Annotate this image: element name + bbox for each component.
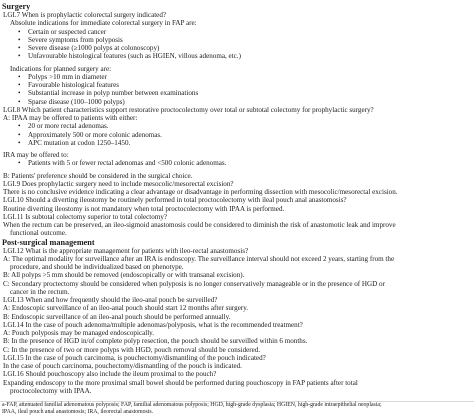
list-item — [0, 139, 474, 147]
recommendations-document — [0, 2, 474, 395]
list-item-text: Severe disease (≥1000 polyps at colonoscopy) — [28, 44, 160, 52]
question-line: LGI.15 In the case of pouch carcinoma, is pouchectomy/dismantling of the pouch indicated? — [3, 353, 266, 362]
bullet-icon: • — [18, 27, 21, 36]
text-line: A: Pouch polyposis may be managed endoscopically. — [3, 329, 155, 337]
list-item — [0, 52, 474, 60]
list-item-text: Favourable histological features — [28, 81, 120, 89]
bullet-icon: • — [18, 72, 21, 81]
footnote-line: IPAA, ileal pouch anal anastomosis; IRA, ileorectal anastomosis. — [2, 409, 154, 415]
question-line: LGI.10 Should a diverting ileostomy be routinely performed in total proctocolectomy with ileal pouch anal anastomosis? — [3, 196, 347, 205]
text-line: Routine diverting ileostomy is not mandatory when total proctocolectomy with IPAA is performed. — [3, 204, 285, 213]
question-line: LGI.13 When and how frequently should the ileo-anal pouch be surveilled? — [3, 296, 218, 304]
list-item — [0, 36, 474, 44]
text-line: B: All polyps >5 mm should be removed (endoscopically or with transanal excision). — [3, 271, 245, 280]
list-item-text: Approximately 500 or more colonic adenomas. — [28, 130, 162, 139]
text-line: Indications for planned surgery are: — [10, 64, 112, 73]
list-item-text: Severe symptoms from polyposis — [28, 35, 123, 44]
text-line: Expanding endoscopy to the more proximal small bowel should be performed during pouchoscopy in FAP patients after total — [3, 378, 358, 387]
bullet-icon: • — [18, 159, 21, 168]
text-line: functional outcome. — [10, 229, 67, 238]
list-item-text: APC mutation at codon 1250–1450. — [28, 138, 131, 147]
text-line: IRA may be offered to: — [3, 151, 69, 159]
list-item — [0, 44, 474, 52]
text-line: B: Patients' preference should be considered in the surgical choice. — [3, 171, 193, 180]
list-item — [0, 28, 474, 36]
list-item — [0, 89, 474, 97]
section-title-surgery: Surgery — [2, 2, 31, 11]
list-item-text: Substantial increase in polyp number between examinations — [28, 89, 199, 98]
text-line: When the rectum can be preserved, an ileo-sigmoid anastomosis could be considered to diminish the risk of anastomotic leak and improve — [3, 221, 396, 229]
question-line: LGI.11 Is subtotal colectomy superior to total colectomy? — [3, 212, 168, 221]
bullet-icon: • — [18, 138, 21, 147]
list-item — [0, 122, 474, 130]
list-item — [0, 81, 474, 89]
list-item — [0, 98, 474, 106]
list-item — [0, 159, 474, 167]
text-line: cancer in the rectum. — [10, 287, 70, 296]
question-line: LGI.8 Which patient characteristics support restorative proctocolectomy over total or subtotal colectomy for prophylactic surgery? — [3, 105, 374, 114]
text-line: A: IPAA may be offered to patients with either: — [3, 114, 138, 122]
list-item-text: Certain or suspected cancer — [28, 27, 107, 36]
question-line: LGI.14 In the case of pouch adenoma/multiple adenomas/polyposis, what is the recommended treatment? — [3, 320, 303, 329]
text-line: procedure, and should be individualized based on phenotype. — [10, 263, 184, 271]
bullet-icon: • — [18, 81, 21, 89]
text-line: B: Endoscopic surveillance of an ileo-anal pouch should be performed annually. — [3, 312, 231, 321]
question-line: LGI.9 Does prophylactic surgery need to include mesocolic/mesorectal excision? — [3, 179, 234, 188]
section-title-post-surgical: Post-surgical management — [2, 237, 95, 247]
list-item — [0, 131, 474, 139]
text-line: There is no conclusive evidence indicating a clear advantage or disadvantage in performing dissection with mesocolic/mesorectal excision. — [3, 188, 398, 196]
text-line: A: The optimal modality for surveillance after an IRA is endoscopy. The surveillance interval should not exceed 2 years, starting from the — [3, 254, 395, 263]
text-line: A: Endoscopic surveillance of an ileo-anal pouch should start 12 months after surgery. — [3, 304, 249, 313]
list-item-text: Patients with 5 or fewer rectal adenomas and <500 colonic adenomas. — [28, 159, 227, 168]
list-item — [0, 73, 474, 81]
question-line: LGI.7 When is prophylactic colorectal surgery indicated? — [3, 11, 167, 19]
question-line: LGI.12 What is the appropriate management for patients with ileo-rectal anastomosis? — [3, 246, 249, 255]
text-line: C: Secondary proctectomy should be considered when polyposis is no longer conservatively manageable or in the presence of HGD or — [3, 279, 385, 288]
bullet-icon: • — [18, 89, 21, 98]
list-item-text: 20 or more rectal adenomas. — [28, 122, 109, 131]
bullet-icon: • — [18, 35, 21, 44]
text-line: B: In the presence of HGD in/of complete polyp resection, the pouch should be surveilled within 6 months. — [3, 337, 308, 346]
abbreviations-footnote — [0, 402, 474, 416]
bullet-icon: • — [18, 122, 21, 131]
question-line: LGI.16 Should pouchoscopy also include the ileum proximal to the pouch? — [3, 370, 217, 379]
bullet-icon: • — [18, 52, 21, 61]
text-line: C: In the presence of two or more polyps with HGD, pouch removal should be considered. — [3, 345, 261, 354]
footnote-line: a-FAP, attenuated familial adenomatous polyposis; FAP, familial adenomatous polyposis; HGD, high-grade dysplasia; HGIEN, high-grade intraepithelial neoplasia; — [2, 402, 382, 408]
text-line: proctocolectomy with IPAA. — [10, 386, 92, 395]
list-item-text: Unfavourable histological features (such as HGIEN, villous adenoma, etc.) — [28, 52, 241, 61]
bullet-icon: • — [18, 44, 21, 52]
text-line: Absolute indications for immediate colorectal surgery in FAP are: — [10, 19, 197, 28]
bullet-icon: • — [18, 130, 21, 139]
list-item-text: Polyps >10 mm in diameter — [28, 72, 107, 81]
list-item-text: Sparse disease (100–1000 polyps) — [28, 97, 125, 106]
bullet-icon: • — [18, 97, 21, 106]
text-line: In the case of pouch carcinoma, pouchectomy/dismantling of the pouch is indicated. — [3, 362, 242, 370]
